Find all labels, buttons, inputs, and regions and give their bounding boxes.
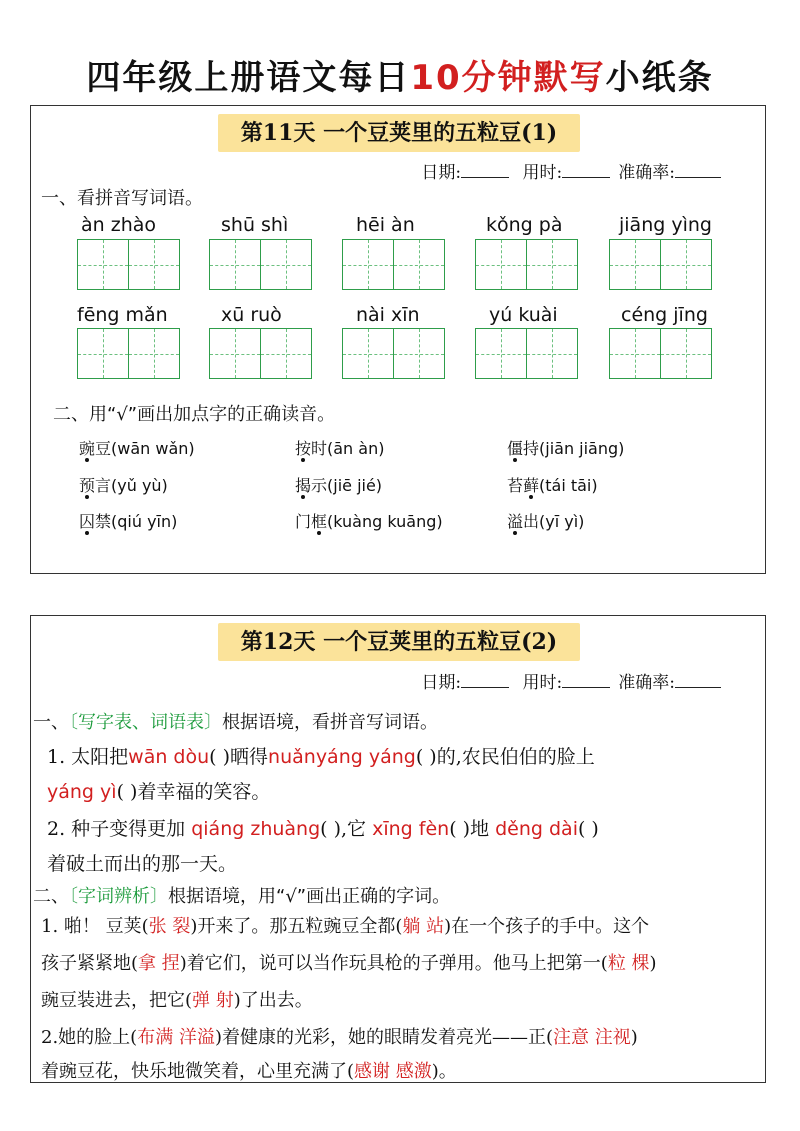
question-line: yáng yì( )着幸福的笑容。	[47, 781, 271, 803]
reading-item[interactable]: 僵持(jiān jiāng)	[507, 436, 624, 459]
pinyin-item: hēi àn	[356, 214, 415, 236]
reading-item[interactable]: 豌豆(wān wǎn)	[79, 436, 195, 459]
question-line: 豌豆装进去，把它(弹 射)了出去。	[41, 990, 313, 1011]
writing-grid[interactable]	[77, 328, 178, 379]
reading-item[interactable]: 预言(yǔ yù)	[79, 473, 168, 496]
pinyin-item: nài xīn	[356, 304, 420, 326]
writing-grid[interactable]	[77, 239, 178, 290]
question-line: 着破土而出的那一天。	[47, 853, 238, 875]
day11-section2-title: 二、用“√”画出加点字的正确读音。	[53, 404, 336, 425]
reading-item[interactable]: 揭示(jiē jié)	[295, 473, 382, 496]
day12-section1-title: 一、〔写字表、词语表〕根据语境，看拼音写词语。	[33, 712, 438, 733]
question-line: 孩子紧紧地(拿 捏)着它们，说可以当作玩具枪的子弹用。他马上把第一(粒 棵)	[41, 953, 657, 974]
time-label: 用时:	[522, 673, 563, 693]
time-blank[interactable]	[562, 673, 610, 688]
title-suffix: 小纸条	[605, 58, 714, 98]
page-title	[0, 50, 800, 99]
day12-banner: 第12天 一个豆荚里的五粒豆(2)	[218, 623, 580, 661]
writing-grid[interactable]	[475, 239, 576, 290]
reading-item[interactable]: 溢出(yī yì)	[507, 509, 584, 532]
writing-grid[interactable]	[342, 239, 443, 290]
pinyin-item: kǒng pà	[486, 214, 563, 236]
day11-card	[30, 105, 766, 574]
writing-grid[interactable]	[609, 328, 710, 379]
reading-item[interactable]: 按时(ān àn)	[295, 436, 384, 459]
day12-meta	[421, 668, 721, 693]
choice-option[interactable]: 感谢 感激	[354, 1061, 432, 1082]
choice-option[interactable]: 弹 射	[192, 990, 234, 1011]
accuracy-blank[interactable]	[675, 163, 721, 178]
writing-grid[interactable]	[209, 239, 310, 290]
pinyin-item: yú kuài	[489, 304, 558, 326]
pinyin-item: shū shì	[221, 214, 289, 236]
day11-section1-title: 一、看拼音写词语。	[41, 188, 203, 209]
title-highlight: 10分钟默写	[410, 58, 606, 98]
day12-section2-title: 二、〔字词辨析〕根据语境，用“√”画出正确的字词。	[33, 886, 451, 907]
choice-option[interactable]: 拿 捏	[138, 953, 180, 974]
writing-grid[interactable]	[209, 328, 310, 379]
choice-option[interactable]: 张 裂	[148, 916, 191, 937]
date-blank[interactable]	[461, 673, 509, 688]
choice-option[interactable]: 躺 站	[402, 916, 445, 937]
question-line: 着豌豆花，快乐地微笑着，心里充满了(感谢 感激)。	[41, 1061, 457, 1082]
question-line: 2.她的脸上(布满 洋溢)着健康的光彩，她的眼睛发着亮光——正(注意 注视)	[41, 1027, 638, 1048]
pinyin-item: fēng mǎn	[77, 304, 168, 326]
title-prefix: 四年级上册语文每日	[86, 58, 411, 98]
pinyin-item: xū ruò	[221, 304, 282, 326]
choice-option[interactable]: 粒 棵	[607, 953, 650, 974]
pinyin-item: céng jīng	[621, 304, 708, 326]
date-label: 日期:	[421, 163, 462, 183]
reading-item[interactable]: 囚禁(qiú yīn)	[79, 509, 177, 532]
accuracy-label: 准确率:	[618, 163, 675, 183]
writing-grid[interactable]	[342, 328, 443, 379]
day11-banner: 第11天 一个豆荚里的五粒豆(1)	[218, 114, 580, 152]
date-label: 日期:	[421, 673, 462, 693]
time-label: 用时:	[522, 163, 563, 183]
writing-grid[interactable]	[609, 239, 710, 290]
question-line: 1. 太阳把wān dòu( )晒得nuǎnyáng yáng( )的,农民伯伯的脸上	[47, 746, 595, 768]
time-blank[interactable]	[562, 163, 610, 178]
reading-item[interactable]: 门框(kuàng kuāng)	[295, 509, 443, 532]
pinyin-item: jiāng yìng	[619, 214, 712, 236]
question-line: 1. 啪！ 豆荚(张 裂)开来了。那五粒豌豆全都(躺 站)在一个孩子的手中。这个	[41, 916, 650, 937]
accuracy-label: 准确率:	[618, 673, 675, 693]
day11-meta	[421, 158, 721, 183]
reading-item[interactable]: 苔藓(tái tāi)	[507, 473, 598, 496]
choice-option[interactable]: 布满 洋溢	[137, 1027, 215, 1048]
choice-option[interactable]: 注意 注视	[552, 1027, 631, 1048]
date-blank[interactable]	[461, 163, 509, 178]
question-line: 2. 种子变得更加 qiáng zhuàng( ),它 xīng fèn( )地 děng dài( )	[47, 818, 599, 840]
writing-grid[interactable]	[475, 328, 576, 379]
pinyin-item: àn zhào	[81, 214, 157, 236]
day12-card	[30, 615, 766, 1083]
accuracy-blank[interactable]	[675, 673, 721, 688]
